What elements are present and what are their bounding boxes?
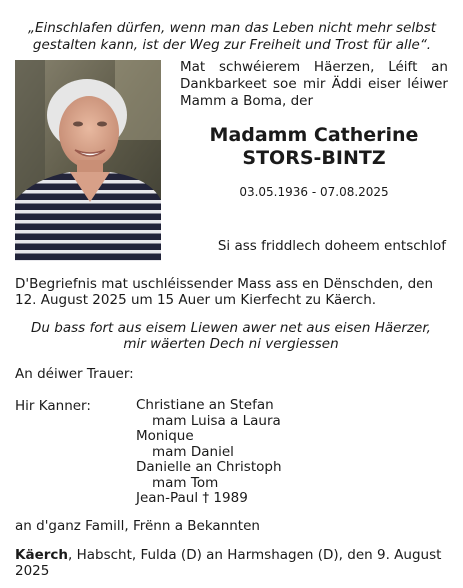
portrait-image [15, 60, 161, 261]
place-name: Käerch [15, 547, 68, 563]
grandchildren-line: mam Luisa a Laura [152, 412, 281, 429]
funeral-details: D'Begriefnis mat uschléissender Mass ass en Dënschden, den 12. August 2025 um 15 Auer um Kierfecht zu Käerch. [15, 276, 434, 308]
children-line: Danielle an Christoph [136, 459, 282, 475]
life-dates: 03.05.1936 - 07.08.2025 [239, 185, 389, 199]
verse-line-2: mir wäerten Dech ni vergiessen [123, 336, 339, 352]
opening-quote [14, 20, 450, 54]
deceased-surname: STORS-BINTZ [242, 147, 386, 169]
children-line: Monique [136, 428, 194, 444]
quote-line-1: „Einschlafen dürfen, wenn man das Leben nicht mehr selbst [27, 20, 437, 36]
children-list [136, 398, 282, 507]
children-label: Hir Kanner: [15, 398, 91, 414]
place-rest: , Habscht, Fulda (D) an Harmshagen (D), den 9. August 2025 [15, 547, 442, 579]
passing-statement: Si ass friddlech doheem entschlof [217, 238, 446, 254]
grandchildren-line: mam Daniel [152, 443, 234, 460]
quote-line-2: gestalten kann, ist der Weg zur Freiheit und Trost für alle“. [32, 37, 432, 53]
portrait-photo [15, 60, 161, 261]
place-date-line [15, 547, 455, 579]
verse-line-1: Du bass fort aus eisem Liewen awer net aus eisen Häerzer, [31, 320, 431, 336]
memorial-verse [15, 320, 447, 352]
children-line: Jean-Paul † 1989 [136, 490, 248, 506]
intro-text: Mat schwéierem Häerzen, Léift an Dankbarkeet soe mir Äddi eiser léiwer Mamm a Boma, der [180, 59, 448, 109]
grief-heading: An déiwer Trauer: [15, 366, 134, 382]
family-friends-line: an d'ganz Famill, Frënn a Bekannten [15, 518, 260, 534]
grandchildren-line: mam Tom [152, 474, 219, 491]
children-line: Christiane an Stefan [136, 397, 274, 413]
deceased-name: Madamm Catherine [209, 124, 419, 146]
